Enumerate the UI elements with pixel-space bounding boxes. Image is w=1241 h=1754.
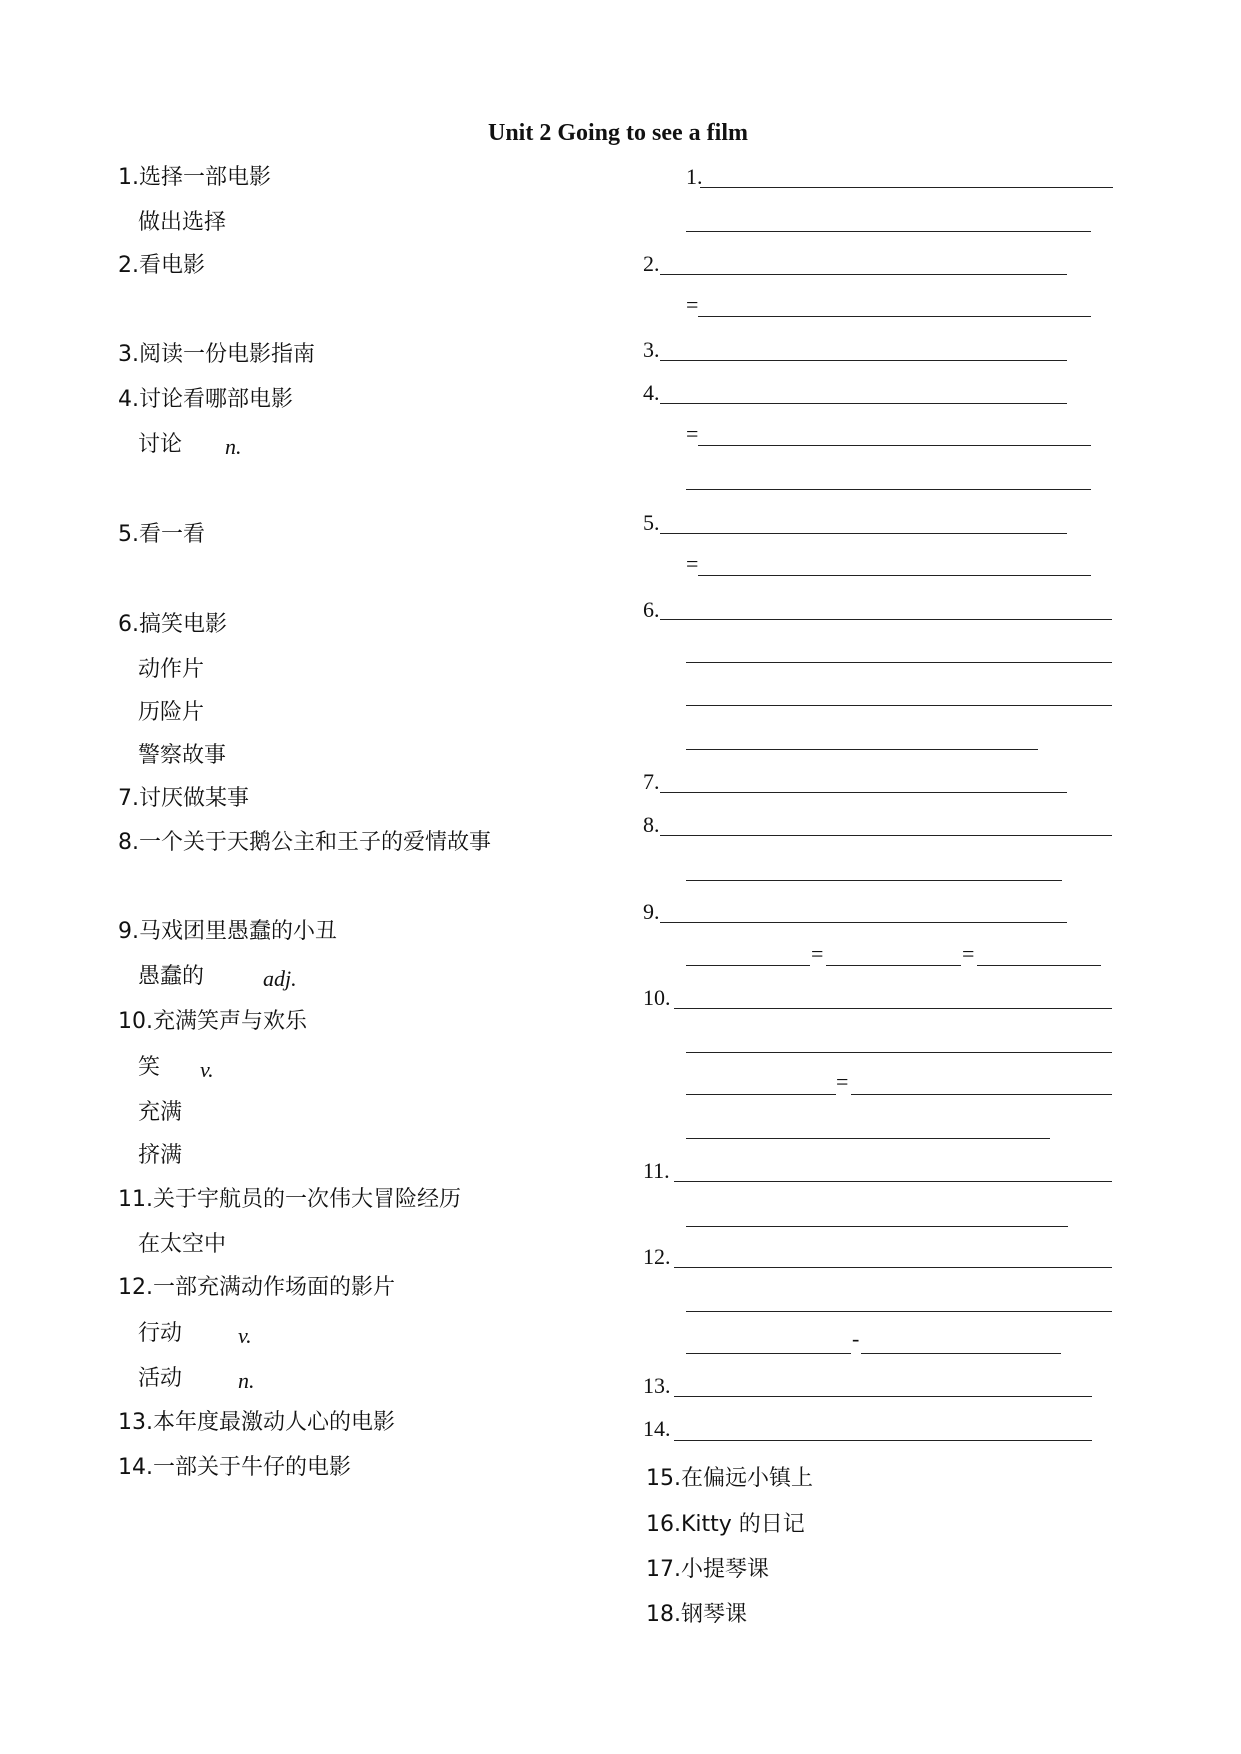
answer-blank-10b[interactable]	[686, 1052, 1112, 1053]
answer-blank-2b[interactable]	[698, 316, 1091, 317]
prompt-6-sub-1: 动作片	[138, 657, 205, 682]
answer-number-4: 4.	[643, 380, 660, 405]
prompt-6: 6.搞笑电影	[118, 612, 227, 637]
prompt-14: 14.一部关于牛仔的电影	[118, 1455, 351, 1480]
answer-blank-5a[interactable]	[660, 533, 1067, 534]
answer-blank-10c-left[interactable]	[686, 1094, 836, 1095]
answer-blank-10c-right[interactable]	[851, 1094, 1112, 1095]
prompt-6-sub-3: 警察故事	[138, 743, 227, 768]
answer-number-1: 1.	[686, 164, 703, 189]
answer-blank-10a[interactable]	[674, 1008, 1112, 1009]
prompt-8: 8.一个关于天鹅公主和王子的爱情故事	[118, 830, 491, 855]
prompt-17: 17.小提琴课	[646, 1557, 769, 1582]
prompt-5: 5.看一看	[118, 522, 205, 547]
equals-sign: =	[686, 292, 699, 317]
equals-sign: =	[686, 421, 699, 446]
prompt-11: 11.关于宇航员的一次伟大冒险经历	[118, 1187, 461, 1212]
pos-verb-2: v.	[238, 1323, 252, 1348]
answer-blank-13[interactable]	[674, 1396, 1092, 1397]
answer-blank-10d[interactable]	[686, 1138, 1050, 1139]
answer-blank-3[interactable]	[660, 360, 1067, 361]
prompt-16: 16.Kitty 的日记	[646, 1512, 805, 1537]
prompt-6-sub-2: 历险片	[138, 700, 205, 725]
answer-number-13: 13.	[643, 1373, 671, 1398]
equals-sign: =	[836, 1069, 849, 1094]
answer-blank-6b[interactable]	[686, 662, 1112, 663]
pos-noun: n.	[225, 434, 242, 459]
prompt-12-sub-2: 活动	[138, 1366, 183, 1391]
answer-blank-5b[interactable]	[698, 575, 1091, 576]
answer-number-2: 2.	[643, 251, 660, 276]
prompt-1: 1.选择一部电影	[118, 165, 271, 190]
equals-sign: =	[686, 551, 699, 576]
equals-sign: =	[811, 941, 824, 966]
answer-blank-6c[interactable]	[686, 705, 1112, 706]
answer-blank-12c-right[interactable]	[861, 1353, 1061, 1354]
prompt-13: 13.本年度最激动人心的电影	[118, 1410, 395, 1435]
prompt-10-sub-1: 笑	[138, 1055, 161, 1080]
prompt-4: 4.讨论看哪部电影	[118, 387, 293, 412]
prompt-4-sub: 讨论	[138, 432, 183, 457]
answer-number-7: 7.	[643, 769, 660, 794]
answer-blank-14[interactable]	[674, 1440, 1092, 1441]
answer-blank-9-part1[interactable]	[686, 965, 810, 966]
answer-blank-1a[interactable]	[700, 187, 1113, 188]
hyphen-mark: -	[852, 1326, 860, 1351]
prompt-12-sub-1: 行动	[138, 1321, 183, 1346]
prompt-2: 2.看电影	[118, 253, 205, 278]
prompt-10-sub-3: 挤满	[138, 1143, 183, 1168]
answer-number-12: 12.	[643, 1244, 671, 1269]
prompt-7: 7.讨厌做某事	[118, 786, 249, 811]
prompt-11-sub: 在太空中	[138, 1232, 227, 1257]
prompt-10: 10.充满笑声与欢乐	[118, 1009, 307, 1034]
answer-blank-12c-left[interactable]	[686, 1353, 851, 1354]
answer-blank-9-part3[interactable]	[977, 965, 1101, 966]
answer-number-5: 5.	[643, 510, 660, 535]
answer-blank-4b[interactable]	[698, 445, 1091, 446]
prompt-18: 18.钢琴课	[646, 1602, 747, 1627]
answer-blank-2a[interactable]	[660, 274, 1067, 275]
pos-verb-1: v.	[200, 1057, 214, 1082]
worksheet-title: Unit 2 Going to see a film	[488, 120, 748, 146]
answer-number-3: 3.	[643, 337, 660, 362]
answer-number-10: 10.	[643, 985, 671, 1010]
prompt-9-sub: 愚蠢的	[138, 964, 205, 989]
answer-blank-4a[interactable]	[660, 403, 1067, 404]
answer-number-6: 6.	[643, 597, 660, 622]
answer-blank-1b[interactable]	[686, 231, 1091, 232]
equals-sign: =	[962, 941, 975, 966]
answer-blank-11b[interactable]	[686, 1226, 1068, 1227]
answer-blank-12a[interactable]	[674, 1267, 1112, 1268]
answer-blank-6d[interactable]	[686, 749, 1038, 750]
answer-blank-8b[interactable]	[686, 880, 1062, 881]
answer-blank-12b[interactable]	[686, 1311, 1112, 1312]
answer-blank-11a[interactable]	[674, 1181, 1112, 1182]
prompt-9: 9.马戏团里愚蠢的小丑	[118, 919, 337, 944]
answer-blank-6a[interactable]	[660, 619, 1112, 620]
prompt-10-sub-2: 充满	[138, 1100, 183, 1125]
prompt-15: 15.在偏远小镇上	[646, 1466, 813, 1491]
answer-blank-8a[interactable]	[660, 835, 1112, 836]
answer-blank-9-part2[interactable]	[826, 965, 961, 966]
answer-number-8: 8.	[643, 812, 660, 837]
answer-number-9: 9.	[643, 899, 660, 924]
pos-adj: adj.	[263, 966, 297, 991]
pos-noun-2: n.	[238, 1368, 255, 1393]
prompt-1-sub: 做出选择	[138, 210, 227, 235]
answer-blank-9[interactable]	[660, 922, 1067, 923]
answer-blank-7[interactable]	[660, 792, 1067, 793]
prompt-12: 12.一部充满动作场面的影片	[118, 1275, 395, 1300]
answer-blank-4c[interactable]	[686, 489, 1091, 490]
answer-number-11: 11.	[643, 1158, 670, 1183]
answer-number-14: 14.	[643, 1416, 671, 1441]
prompt-3: 3.阅读一份电影指南	[118, 342, 315, 367]
